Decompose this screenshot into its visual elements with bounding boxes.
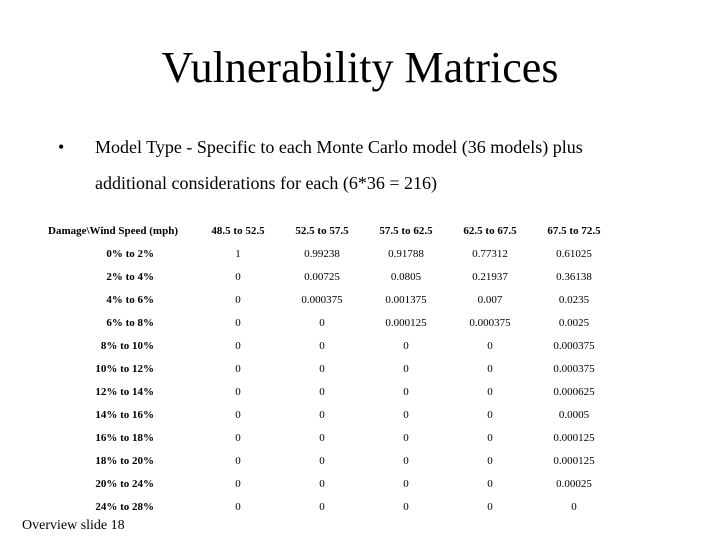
bullet-icon: • (58, 137, 65, 157)
table-cell: 0 (235, 385, 241, 398)
table-cell: 0 (319, 500, 325, 513)
table-row (40, 288, 616, 311)
table-cell: 1 (235, 247, 241, 260)
row-spacer (154, 472, 196, 495)
row-spacer (154, 311, 196, 334)
bullet-text-line-2: additional considerations for each (6*36 = 216) (95, 173, 438, 193)
table-row (40, 495, 616, 518)
table-cell: 0.000375 (301, 293, 343, 306)
table-cell: 0.00725 (304, 270, 340, 283)
row-spacer (154, 426, 196, 449)
table-cell: 0.0025 (558, 316, 590, 329)
table-cell: 0.007 (477, 293, 503, 306)
table-cell: 0 (487, 431, 493, 444)
table-row (40, 265, 616, 288)
table-cell: 0 (403, 500, 409, 513)
table-row (40, 242, 616, 265)
table-cell: 0 (235, 362, 241, 375)
table-cell: 0 (235, 339, 241, 352)
table-cell: 0 (487, 454, 493, 467)
table-cell: 0.0005 (558, 408, 590, 421)
table-header-row (40, 219, 616, 242)
row-label: 14% to 16% (95, 408, 154, 421)
column-header: 48.5 to 52.5 (211, 224, 265, 237)
table-row (40, 311, 616, 334)
row-label: 6% to 8% (106, 316, 154, 329)
table-cell: 0 (403, 477, 409, 490)
vulnerability-matrix-table (40, 219, 616, 518)
table-row (40, 472, 616, 495)
column-header: 52.5 to 57.5 (295, 224, 349, 237)
table-cell: 0 (235, 500, 241, 513)
corner-header: Damage\Wind Speed (mph) (48, 224, 178, 237)
table-cell: 0 (403, 454, 409, 467)
table-cell: 0.21937 (472, 270, 508, 283)
table-body (40, 242, 616, 518)
table-cell: 0 (403, 385, 409, 398)
row-label: 4% to 6% (106, 293, 154, 306)
table-cell: 0.001375 (385, 293, 427, 306)
row-spacer (154, 288, 196, 311)
table-cell: 0 (319, 362, 325, 375)
table-cell: 0 (319, 454, 325, 467)
table-row (40, 426, 616, 449)
table-cell: 0 (319, 316, 325, 329)
table-cell: 0 (403, 431, 409, 444)
table-row (40, 334, 616, 357)
row-label: 18% to 20% (95, 454, 154, 467)
row-spacer (154, 495, 196, 518)
table-cell: 0 (487, 477, 493, 490)
table-cell: 0 (319, 339, 325, 352)
table-cell: 0.91788 (388, 247, 424, 260)
row-spacer (154, 403, 196, 426)
table-cell: 0 (235, 316, 241, 329)
row-label: 20% to 24% (95, 477, 154, 490)
row-label: 10% to 12% (95, 362, 154, 375)
table-cell: 0 (235, 408, 241, 421)
table-cell: 0 (487, 362, 493, 375)
table-cell: 0 (235, 454, 241, 467)
table-cell: 0 (319, 408, 325, 421)
table-cell: 0 (487, 385, 493, 398)
table-cell: 0 (319, 477, 325, 490)
bullet-text-line-1: Model Type - Specific to each Monte Carlo model (36 models) plus (95, 137, 583, 157)
table-cell: 0 (487, 339, 493, 352)
table-cell: 0.99238 (304, 247, 340, 260)
table-cell: 0.0805 (390, 270, 422, 283)
row-label: 16% to 18% (95, 431, 154, 444)
slide-title: Vulnerability Matrices (161, 43, 559, 92)
row-label: 12% to 14% (95, 385, 154, 398)
column-header: 57.5 to 62.5 (379, 224, 433, 237)
table-cell: 0 (487, 408, 493, 421)
row-label: 2% to 4% (106, 270, 154, 283)
table-cell: 0 (235, 270, 241, 283)
table-cell: 0 (403, 408, 409, 421)
table-row (40, 380, 616, 403)
table-row (40, 449, 616, 472)
table-cell: 0.00025 (556, 477, 592, 490)
table-row (40, 357, 616, 380)
table-cell: 0 (487, 500, 493, 513)
table-cell: 0.000125 (553, 431, 595, 444)
row-label: 8% to 10% (100, 339, 154, 352)
table-cell: 0.0235 (558, 293, 590, 306)
table-cell: 0.000375 (553, 362, 595, 375)
table-cell: 0.61025 (556, 247, 592, 260)
row-spacer (154, 380, 196, 403)
row-label: 0% to 2% (106, 247, 154, 260)
table-cell: 0 (403, 362, 409, 375)
row-spacer (154, 449, 196, 472)
row-label: 24% to 28% (95, 500, 154, 513)
column-header: 62.5 to 67.5 (463, 224, 517, 237)
table-cell: 0.000125 (553, 454, 595, 467)
table-cell: 0.000375 (469, 316, 511, 329)
row-spacer (154, 242, 196, 265)
table-cell: 0.000625 (553, 385, 595, 398)
table-cell: 0.77312 (472, 247, 508, 260)
table-cell: 0.000375 (553, 339, 595, 352)
table-cell: 0 (571, 500, 577, 513)
table-cell: 0 (319, 385, 325, 398)
table-cell: 0 (235, 293, 241, 306)
row-spacer (154, 357, 196, 380)
table-cell: 0.000125 (385, 316, 427, 329)
table-cell: 0.36138 (556, 270, 592, 283)
table-row (40, 403, 616, 426)
table-cell: 0 (235, 431, 241, 444)
table-cell: 0 (235, 477, 241, 490)
row-spacer (154, 334, 196, 357)
slide-footer: Overview slide 18 (22, 518, 125, 533)
column-header: 67.5 to 72.5 (547, 224, 601, 237)
row-spacer (154, 265, 196, 288)
table-cell: 0 (403, 339, 409, 352)
table-cell: 0 (319, 431, 325, 444)
